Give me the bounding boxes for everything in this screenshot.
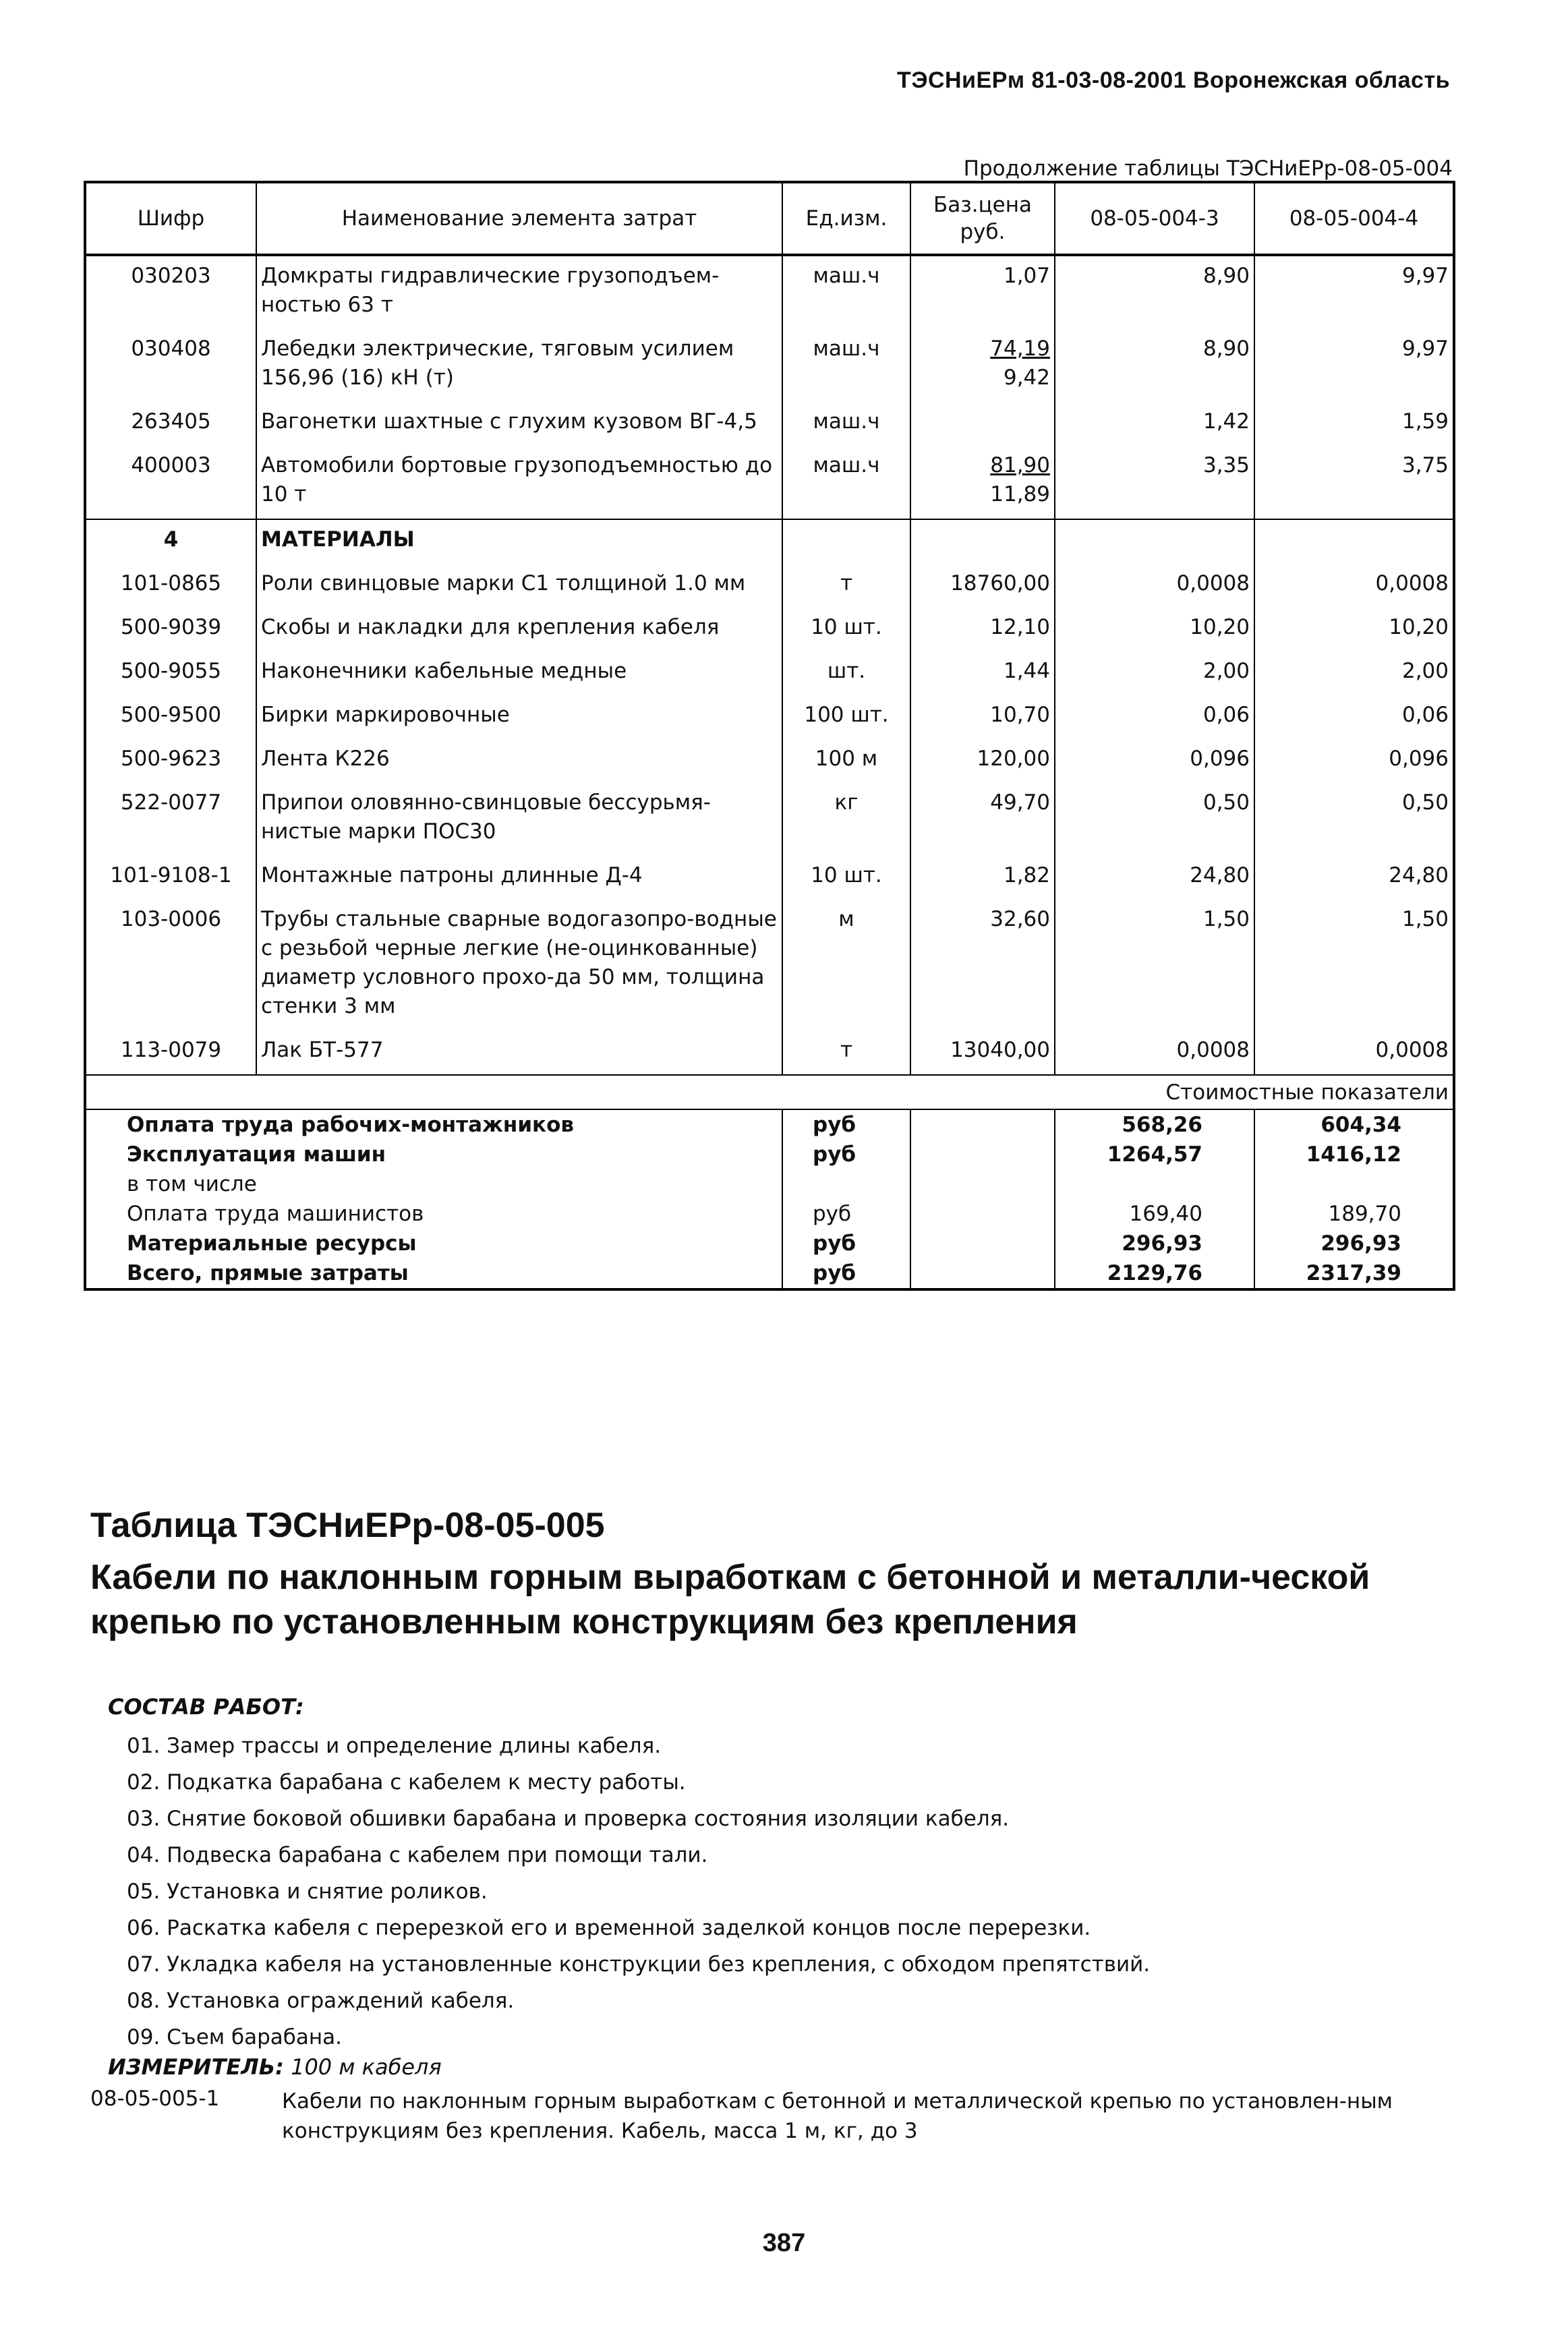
list-item: 06. Раскатка кабеля с перерезкой его и временной заделкой концов после перерезки. bbox=[127, 1916, 1091, 1940]
section-title: Таблица ТЭСНиЕРр-08-05-005 bbox=[90, 1506, 605, 1545]
row-name: Наконечники кабельные медные bbox=[256, 651, 782, 695]
table-row bbox=[85, 695, 1454, 739]
cost-row bbox=[85, 1140, 1454, 1169]
row-code: 500-9039 bbox=[85, 608, 256, 651]
row-unit: 100 шт. bbox=[782, 695, 910, 739]
row-value-2: 0,0008 bbox=[1254, 1030, 1454, 1075]
row-value-2: 0,0008 bbox=[1254, 564, 1454, 608]
row-value-2: 2,00 bbox=[1254, 651, 1454, 695]
column-header: Ед.изм. bbox=[782, 182, 910, 255]
row-code: 400003 bbox=[85, 446, 256, 519]
row-code: 522-0077 bbox=[85, 783, 256, 856]
row-value-2: 0,096 bbox=[1254, 739, 1454, 783]
section-name: МАТЕРИАЛЫ bbox=[256, 519, 782, 564]
row-value-1: 0,50 bbox=[1055, 783, 1254, 856]
row-price: 10,70 bbox=[910, 695, 1055, 739]
row-value-2: 9,97 bbox=[1254, 255, 1454, 329]
row-unit: маш.ч bbox=[782, 402, 910, 446]
row-code: 101-0865 bbox=[85, 564, 256, 608]
cost-value-2: 1416,12 bbox=[1254, 1140, 1454, 1169]
table-continuation-caption: Продолжение таблицы ТЭСНиЕРр-08-05-004 bbox=[963, 156, 1453, 181]
row-value-1: 1,42 bbox=[1055, 402, 1254, 446]
cost-name: Материальные ресурсы bbox=[85, 1229, 782, 1258]
cost-unit: руб bbox=[782, 1109, 910, 1140]
table-header-row bbox=[85, 182, 1454, 255]
cost-value-2 bbox=[1254, 1169, 1454, 1199]
cost-row bbox=[85, 1229, 1454, 1258]
row-unit: маш.ч bbox=[782, 329, 910, 402]
row-unit: 10 шт. bbox=[782, 608, 910, 651]
row-unit: м bbox=[782, 900, 910, 1030]
row-value-2: 0,50 bbox=[1254, 783, 1454, 856]
row-name: Лебедки электрические, тяговым усилием 156,96 (16) кН (т) bbox=[256, 329, 782, 402]
list-item: 05. Установка и снятие роликов. bbox=[127, 1879, 488, 1904]
cost-caption: Стоимостные показатели bbox=[85, 1075, 1454, 1109]
row-price: 13040,00 bbox=[910, 1030, 1055, 1075]
table-row bbox=[85, 1030, 1454, 1075]
list-item: 02. Подкатка барабана с кабелем к месту работы. bbox=[127, 1770, 686, 1795]
row-value-1: 0,06 bbox=[1055, 695, 1254, 739]
cost-unit: руб bbox=[782, 1199, 910, 1229]
row-price: 1,07 bbox=[910, 255, 1055, 329]
cost-value-2: 2317,39 bbox=[1254, 1258, 1454, 1289]
cost-caption-row bbox=[85, 1075, 1454, 1109]
column-header: Шифр bbox=[85, 182, 256, 255]
cost-name: Всего, прямые затраты bbox=[85, 1258, 782, 1289]
table-row bbox=[85, 402, 1454, 446]
work-list bbox=[127, 1728, 1150, 2056]
list-item: 04. Подвеска барабана с кабелем при помощи тали. bbox=[127, 1843, 708, 1867]
table-row bbox=[85, 608, 1454, 651]
row-price: 12,10 bbox=[910, 608, 1055, 651]
row-value-2: 10,20 bbox=[1254, 608, 1454, 651]
column-header: Баз.цена руб. bbox=[910, 182, 1055, 255]
row-code: 103-0006 bbox=[85, 900, 256, 1030]
row-name: Скобы и накладки для крепления кабеля bbox=[256, 608, 782, 651]
cost-row bbox=[85, 1258, 1454, 1289]
column-header: Наименование элемента затрат bbox=[256, 182, 782, 255]
row-value-1: 8,90 bbox=[1055, 255, 1254, 329]
row-price: 49,70 bbox=[910, 783, 1055, 856]
row-code: 101-9108-1 bbox=[85, 856, 256, 900]
row-unit: маш.ч bbox=[782, 255, 910, 329]
row-name: Трубы стальные сварные водогазопро-водные с резьбой черные легкие (не-оцинкованные) диаметр условного прохо-да 50 мм, толщина стенки 3 мм bbox=[256, 900, 782, 1030]
row-code: 030203 bbox=[85, 255, 256, 329]
list-item: 01. Замер трассы и определение длины кабеля. bbox=[127, 1734, 662, 1758]
list-item: 03. Снятие боковой обшивки барабана и проверка состояния изоляции кабеля. bbox=[127, 1807, 1010, 1831]
row-value-2: 0,06 bbox=[1254, 695, 1454, 739]
row-price: 32,60 bbox=[910, 900, 1055, 1030]
cost-value-1: 296,93 bbox=[1055, 1229, 1254, 1258]
row-price: 81,90 11,89 bbox=[910, 446, 1055, 519]
row-code: 263405 bbox=[85, 402, 256, 446]
row-name: Лак БТ-577 bbox=[256, 1030, 782, 1075]
row-name: Роли свинцовые марки С1 толщиной 1.0 мм bbox=[256, 564, 782, 608]
cost-unit bbox=[782, 1169, 910, 1199]
table-row bbox=[85, 564, 1454, 608]
row-name: Лента К226 bbox=[256, 739, 782, 783]
row-value-2: 9,97 bbox=[1254, 329, 1454, 402]
cost-name: в том числе bbox=[85, 1169, 782, 1199]
cost-value-1: 568,26 bbox=[1055, 1109, 1254, 1140]
materials-section-row bbox=[85, 519, 1454, 564]
row-value-1: 3,35 bbox=[1055, 446, 1254, 519]
table-row bbox=[85, 329, 1454, 402]
row-name: Припои оловянно-свинцовые бессурьмя-нистые марки ПОС30 bbox=[256, 783, 782, 856]
row-value-2: 24,80 bbox=[1254, 856, 1454, 900]
row-price: 1,82 bbox=[910, 856, 1055, 900]
row-name: Автомобили бортовые грузоподъемностью до 10 т bbox=[256, 446, 782, 519]
list-item: 09. Съем барабана. bbox=[127, 2025, 343, 2049]
cost-value-2: 189,70 bbox=[1254, 1199, 1454, 1229]
cost-row bbox=[85, 1199, 1454, 1229]
cost-value-1: 1264,57 bbox=[1055, 1140, 1254, 1169]
row-code: 113-0079 bbox=[85, 1030, 256, 1075]
row-value-1: 8,90 bbox=[1055, 329, 1254, 402]
row-unit: кг bbox=[782, 783, 910, 856]
row-price: 120,00 bbox=[910, 739, 1055, 783]
cost-row bbox=[85, 1109, 1454, 1140]
entry-description: Кабели по наклонным горным выработкам с бетонной и металлической крепью по установлен-ным конструкциям без крепления. Кабель, масса 1 м, кг, до 3 bbox=[282, 2089, 1393, 2143]
table-row bbox=[85, 856, 1454, 900]
row-code: 500-9500 bbox=[85, 695, 256, 739]
row-name: Монтажные патроны длинные Д-4 bbox=[256, 856, 782, 900]
cost-name: Оплата труда машинистов bbox=[85, 1199, 782, 1229]
list-item: 07. Укладка кабеля на установленные конструкции без крепления, с обходом препятствий. bbox=[127, 1952, 1151, 1977]
measure-line bbox=[108, 2054, 442, 2080]
row-price: 74,19 9,42 bbox=[910, 329, 1055, 402]
cost-unit: руб bbox=[782, 1140, 910, 1169]
section-code: 4 bbox=[85, 519, 256, 564]
measure-label: ИЗМЕРИТЕЛЬ: bbox=[108, 2054, 284, 2080]
row-unit: 100 м bbox=[782, 739, 910, 783]
measure-value: 100 м кабеля bbox=[291, 2054, 442, 2080]
column-header: 08-05-004-4 bbox=[1254, 182, 1454, 255]
page-number: 387 bbox=[762, 2229, 806, 2257]
row-value-1: 0,0008 bbox=[1055, 1030, 1254, 1075]
row-value-1: 1,50 bbox=[1055, 900, 1254, 1030]
work-composition-heading: СОСТАВ РАБОТ: bbox=[108, 1694, 304, 1720]
table-row bbox=[85, 255, 1454, 329]
table-row bbox=[85, 739, 1454, 783]
row-unit: 10 шт. bbox=[782, 856, 910, 900]
row-value-1: 10,20 bbox=[1055, 608, 1254, 651]
row-value-2: 3,75 bbox=[1254, 446, 1454, 519]
row-value-1: 2,00 bbox=[1055, 651, 1254, 695]
cost-value-1: 2129,76 bbox=[1055, 1258, 1254, 1289]
row-price: 18760,00 bbox=[910, 564, 1055, 608]
cost-name: Эксплуатация машин bbox=[85, 1140, 782, 1169]
row-value-1: 0,096 bbox=[1055, 739, 1254, 783]
table-row bbox=[85, 651, 1454, 695]
row-unit: т bbox=[782, 1030, 910, 1075]
cost-value-1: 169,40 bbox=[1055, 1199, 1254, 1229]
row-value-2: 1,59 bbox=[1254, 402, 1454, 446]
cost-name: Оплата труда рабочих-монтажников bbox=[85, 1109, 782, 1140]
row-price: 1,44 bbox=[910, 651, 1055, 695]
row-name: Бирки маркировочные bbox=[256, 695, 782, 739]
row-code: 030408 bbox=[85, 329, 256, 402]
list-item: 08. Установка ограждений кабеля. bbox=[127, 1989, 515, 2013]
cost-value-1 bbox=[1055, 1169, 1254, 1199]
table-row bbox=[85, 783, 1454, 856]
section-subtitle: Кабели по наклонным горным выработкам с бетонной и металли-ческой крепью по установленным конструкциям без крепления bbox=[90, 1558, 1370, 1641]
cost-unit: руб bbox=[782, 1258, 910, 1289]
row-unit: шт. bbox=[782, 651, 910, 695]
entry-code: 08-05-005-1 bbox=[90, 2087, 220, 2111]
resource-table bbox=[84, 181, 1455, 1291]
row-value-1: 24,80 bbox=[1055, 856, 1254, 900]
row-code: 500-9623 bbox=[85, 739, 256, 783]
running-header: ТЭСНиЕРм 81-03-08-2001 Воронежская область bbox=[897, 67, 1450, 93]
cost-value-2: 604,34 bbox=[1254, 1109, 1454, 1140]
row-value-2: 1,50 bbox=[1254, 900, 1454, 1030]
row-name: Вагонетки шахтные с глухим кузовом ВГ-4,5 bbox=[256, 402, 782, 446]
row-name: Домкраты гидравлические грузоподъем-ностью 63 т bbox=[256, 255, 782, 329]
cost-value-2: 296,93 bbox=[1254, 1229, 1454, 1258]
cost-row bbox=[85, 1169, 1454, 1199]
row-unit: т bbox=[782, 564, 910, 608]
row-value-1: 0,0008 bbox=[1055, 564, 1254, 608]
row-code: 500-9055 bbox=[85, 651, 256, 695]
table-row bbox=[85, 900, 1454, 1030]
column-header: 08-05-004-3 bbox=[1055, 182, 1254, 255]
table-row bbox=[85, 446, 1454, 519]
row-unit: маш.ч bbox=[782, 446, 910, 519]
cost-unit: руб bbox=[782, 1229, 910, 1258]
row-price bbox=[910, 402, 1055, 446]
